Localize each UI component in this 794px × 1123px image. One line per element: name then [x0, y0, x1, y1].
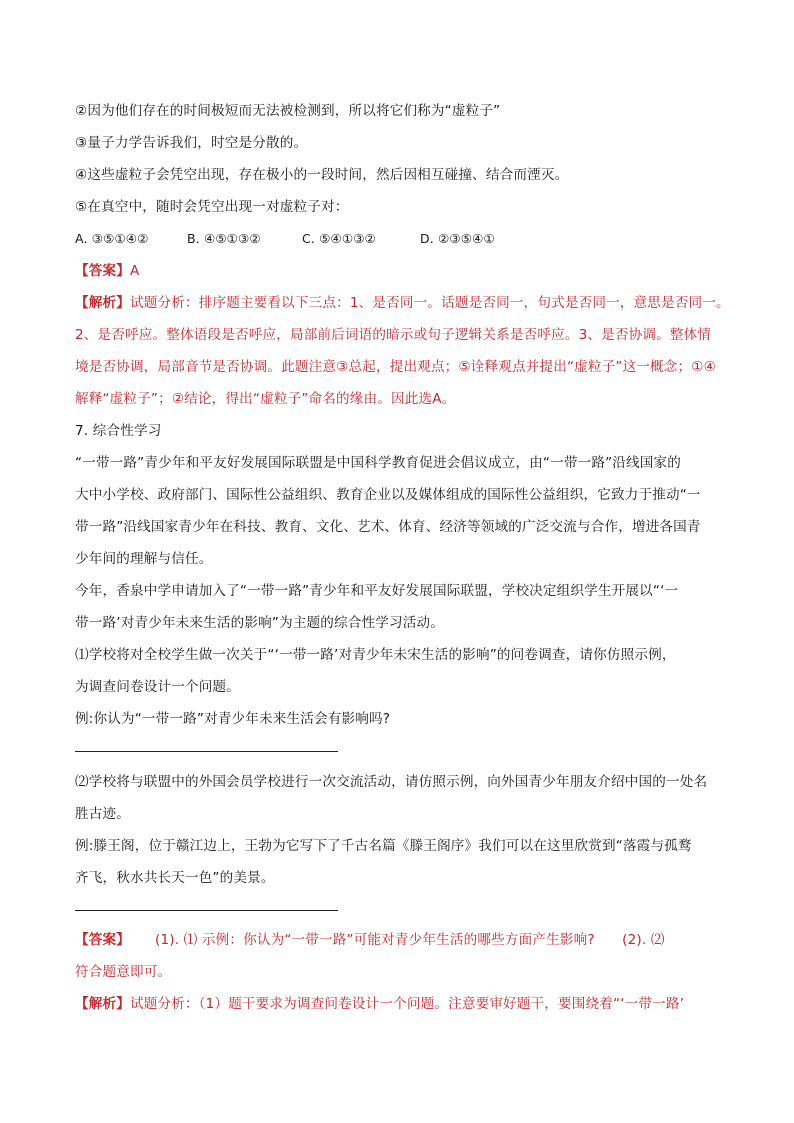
q6-analysis-line-4: 解释“虚粒子”；②结论，得出“虚粒子”命名的缘由。因此选A。 [75, 391, 456, 407]
q7-intro-line-4: 少年间的理解与信任。 [75, 551, 213, 567]
q7-sub2-example-line-2: 齐飞，秋水共长天一色”的美景。 [75, 870, 275, 886]
q7-context-line-1: 今年，香泉中学申请加入了“一带一路”青少年和平友好发展国际联盟，学校决定组织学生开展以“‘一 [75, 583, 679, 599]
option-d: D. ②③⑤④① [420, 231, 495, 246]
q7-heading: 7. 综合性学习 [75, 423, 162, 439]
answer-blank-1 [75, 751, 338, 752]
analysis-tag: 【解析】 [75, 996, 130, 1012]
q6-item-3: ③量子力学告诉我们，时空是分散的。 [75, 135, 308, 151]
q7-answer-line-2: 符合题意即可。 [75, 964, 172, 980]
q7-intro-line-1: “一带一路”青少年和平友好发展国际联盟是中国科学教育促进会倡议成立，由“一带一路”沿线国家的 [75, 455, 682, 471]
answer-blank-2 [75, 910, 338, 911]
answer-tag: 【答案】 [75, 932, 130, 948]
q7-sub1-line-1: ⑴学校将对全校学生做一次关于“‘一带一路’对青少年未宋生活的影响”的问卷调查，请你仿照示例， [75, 647, 676, 663]
answer-text: (1). ⑴ 示例：你认为“一带一路”可能对青少年生活的哪些方面产生影响? (2). ⑵ [155, 932, 665, 948]
q6-item-4: ④这些虚粒子会凭空出现，存在极小的一段时间，然后因相互碰撞、结合而湮灭。 [75, 167, 569, 183]
q6-item-5: ⑤在真空中，随时会凭空出现一对虚粒子对： [75, 199, 349, 215]
q7-sub1-example: 例:你认为“一带一路”对青少年未来生活会有影响吗? [75, 711, 391, 727]
q6-analysis-line-1: 【解析】试题分析：排序题主要看以下三点：1、是否同一。话题是否同一，句式是否同一，意思是否同一。 [75, 295, 730, 311]
q7-intro-line-2: 大中小学校、政府部门、国际性公益组织、教育企业以及媒体组成的国际性公益组织，它致力于推动“一 [75, 487, 701, 503]
option-b: B. ④⑤①③② [187, 231, 261, 246]
q6-answer [75, 261, 139, 281]
q6-analysis-line-2: 2、是否呼应。整体语段是否呼应，局部前后词语的暗示或句子逻辑关系是否呼应。3、是否协调。整体情 [75, 327, 712, 343]
q7-intro-line-3: 带一路”沿线国家青少年在科技、教育、文化、艺术、体育、经济等领域的广泛交流与合作，增进各国青 [75, 519, 701, 535]
q7-answer-line-1 [75, 930, 665, 950]
q7-sub2-line-1: ⑵学校将与联盟中的外国会员学校进行一次交流活动，请仿照示例，向外国青少年朋友介绍中国的一处名 [75, 774, 708, 790]
q7-sub2-line-2: 胜古迹。 [75, 806, 130, 822]
answer-value: A [129, 263, 140, 279]
answer-tag: 【答案】 [75, 263, 130, 279]
q7-sub1-line-2: 为调查问卷设计一个问题。 [75, 679, 240, 695]
q7-analysis-line-1: 【解析】试题分析：（1）题干要求为调查问卷设计一个问题。注意要审好题干，要围绕着“‘一带一路’ [75, 996, 685, 1012]
q6-item-2: ②因为他们存在的时间极短而无法被检测到，所以将它们称为“虚粒子” [75, 103, 501, 119]
q6-options [75, 229, 495, 249]
q6-analysis-line-3: 境是否协调，局部音节是否协调。此题注意③总起，提出观点；⑤诠释观点并提出“虚粒子”这一概念；①④ [75, 359, 716, 375]
analysis-tag: 【解析】 [75, 295, 130, 311]
q7-context-line-2: 带一路’对青少年未来生活的影响”为主题的综合性学习活动。 [75, 615, 444, 631]
q7-sub2-example-line-1: 例:滕王阁，位于赣江边上，王勃为它写下了千古名篇《滕王阁序》我们可以在这里欣赏到“落霞与孤鹜 [75, 838, 692, 854]
option-c: C. ⑤④①③② [302, 231, 376, 246]
option-a: A. ③⑤①④② [75, 231, 149, 246]
